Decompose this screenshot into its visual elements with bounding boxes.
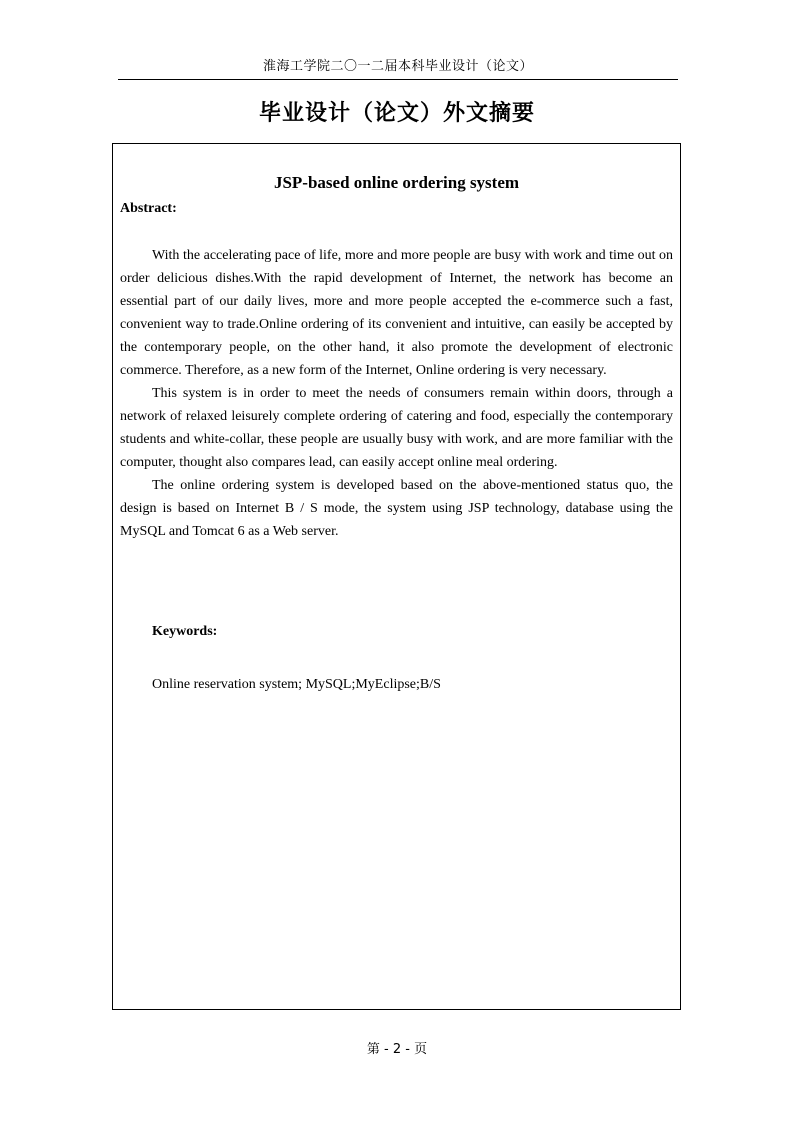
abstract-paragraph: With the accelerating pace of life, more and more people are busy with work and time out on order delicious dishes.With the rapid development of Internet, the network has become an essential part of our daily lives, more and more people accepted the e-commerce such a fast, convenient way to trade.Online ordering of its convenient and intuitive, can easily be accepted by the contemporary people, on the other hand, it also promote the development of electronic commerce. Therefore, as a new form of the Internet, Online ordering is very necessary.: [120, 248, 673, 378]
running-header: 淮海工学院二〇一二届本科毕业设计（论文）: [262, 59, 533, 74]
abstract-box: [112, 143, 681, 1010]
paper-title: JSP-based online ordering system: [273, 173, 520, 192]
page-heading: 毕业设计（论文）外文摘要: [258, 101, 535, 126]
abstract-paragraph: The online ordering system is developed based on the above-mentioned status quo, the design is based on Internet B / S mode, the system using JSP technology, database using the MySQL and Tomcat 6 as a Web server.: [120, 478, 673, 539]
abstract-label: Abstract:: [120, 201, 177, 216]
page-number: 第 - 2 - 页: [366, 1042, 428, 1057]
abstract-body: [120, 244, 673, 543]
keywords-text: Online reservation system; MySQL;MyEclipse;B/S: [152, 677, 441, 692]
abstract-paragraph: This system is in order to meet the needs of consumers remain within doors, through a network of relaxed leisurely complete ordering of catering and food, especially the contemporary students and white-collar, these people are usually busy with work, and are more familiar with the computer, thought also compares lead, can easily accept online meal ordering.: [120, 386, 673, 470]
header-divider: [118, 79, 678, 80]
keywords-label: Keywords:: [152, 624, 218, 639]
